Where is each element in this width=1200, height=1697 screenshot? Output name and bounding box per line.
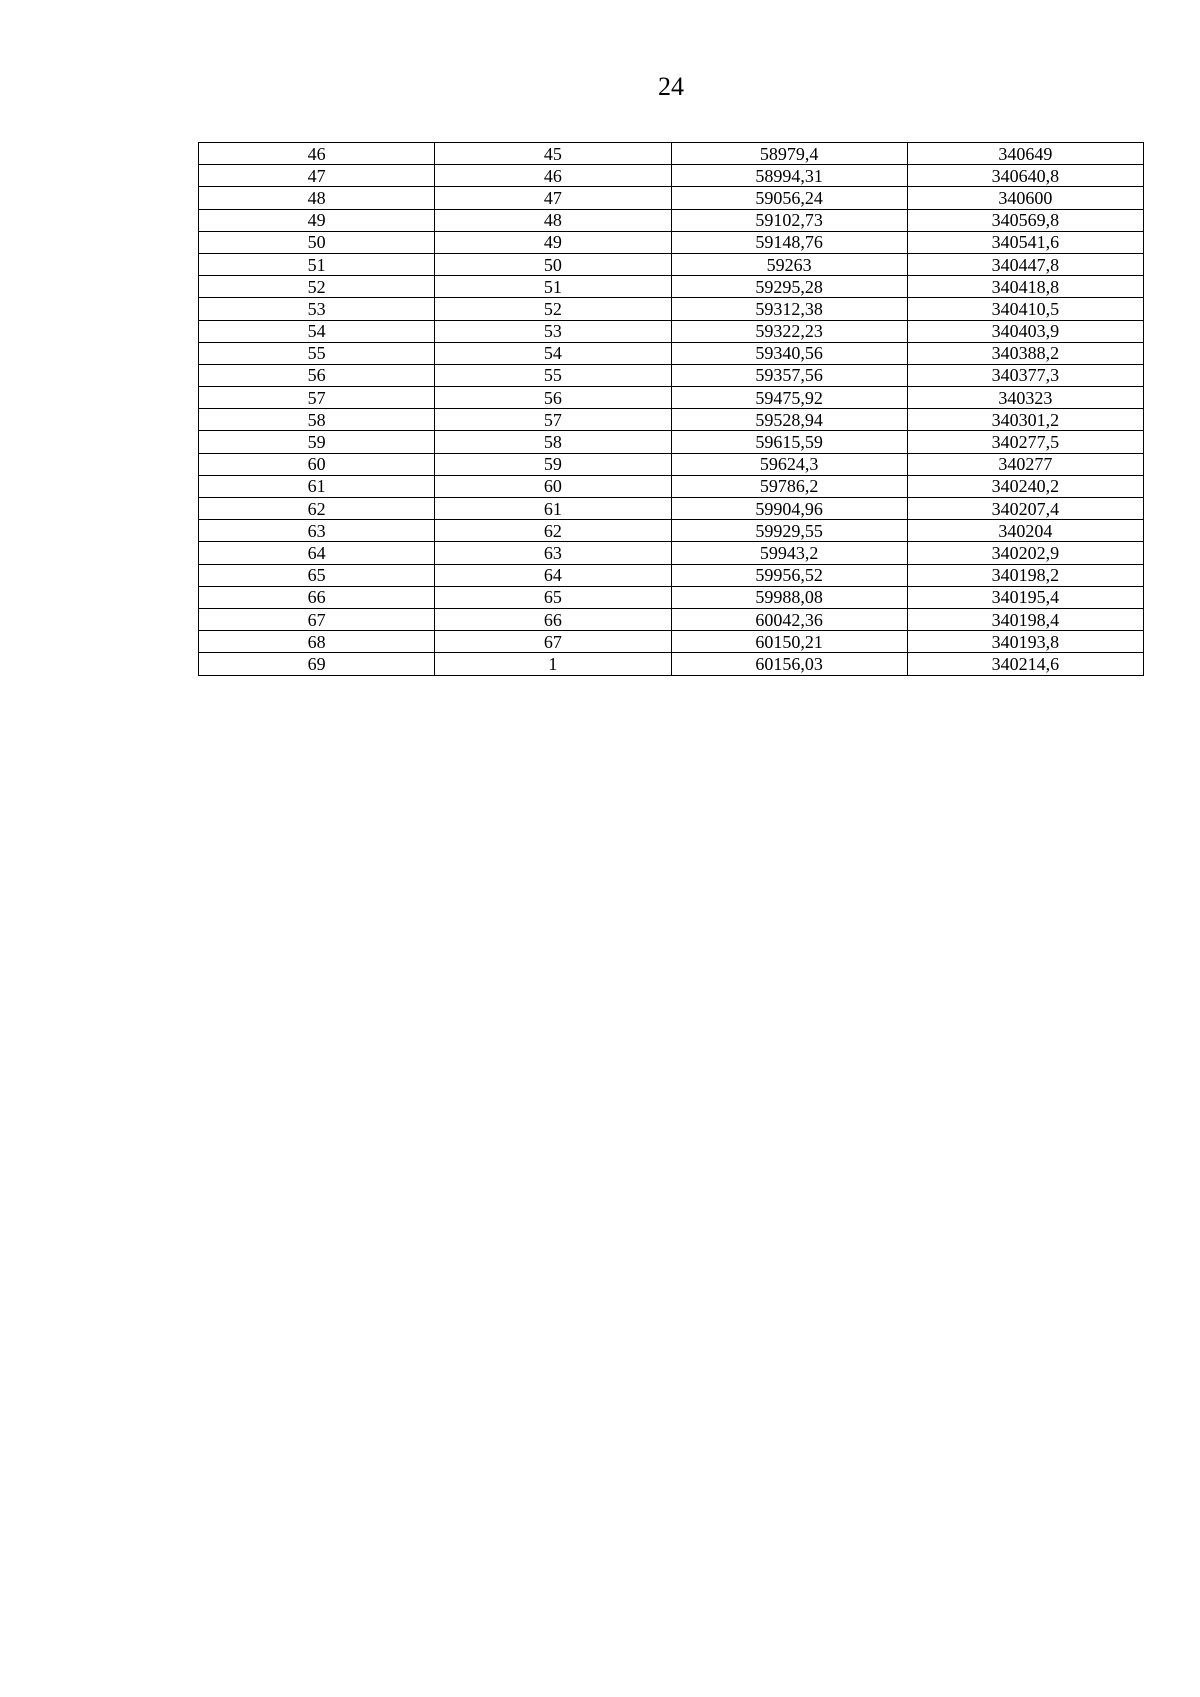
point-number-cell: 58 xyxy=(199,409,435,431)
to-point-cell: 45 xyxy=(435,143,671,165)
y-coordinate-cell: 340301,2 xyxy=(907,409,1143,431)
to-point-cell: 64 xyxy=(435,564,671,586)
to-point-cell: 50 xyxy=(435,253,671,275)
x-coordinate-cell: 60042,36 xyxy=(671,608,907,630)
y-coordinate-cell: 340640,8 xyxy=(907,165,1143,187)
x-coordinate-cell: 59929,55 xyxy=(671,520,907,542)
y-coordinate-cell: 340277,5 xyxy=(907,431,1143,453)
x-coordinate-cell: 59102,73 xyxy=(671,209,907,231)
table-row xyxy=(199,187,1144,209)
to-point-cell: 49 xyxy=(435,231,671,253)
x-coordinate-cell: 59357,56 xyxy=(671,364,907,386)
y-coordinate-cell: 340418,8 xyxy=(907,276,1143,298)
y-coordinate-cell: 340403,9 xyxy=(907,320,1143,342)
table-row xyxy=(199,631,1144,653)
table-row xyxy=(199,320,1144,342)
point-number-cell: 63 xyxy=(199,520,435,542)
x-coordinate-cell: 59528,94 xyxy=(671,409,907,431)
table-row xyxy=(199,498,1144,520)
y-coordinate-cell: 340277 xyxy=(907,453,1143,475)
to-point-cell: 62 xyxy=(435,520,671,542)
table-row xyxy=(199,143,1144,165)
point-number-cell: 54 xyxy=(199,320,435,342)
y-coordinate-cell: 340410,5 xyxy=(907,298,1143,320)
point-number-cell: 47 xyxy=(199,165,435,187)
table-row xyxy=(199,608,1144,630)
to-point-cell: 65 xyxy=(435,586,671,608)
table-row xyxy=(199,542,1144,564)
point-number-cell: 46 xyxy=(199,143,435,165)
to-point-cell: 63 xyxy=(435,542,671,564)
x-coordinate-cell: 59956,52 xyxy=(671,564,907,586)
to-point-cell: 59 xyxy=(435,453,671,475)
y-coordinate-cell: 340569,8 xyxy=(907,209,1143,231)
page-number: 24 xyxy=(658,72,684,101)
y-coordinate-cell: 340193,8 xyxy=(907,631,1143,653)
x-coordinate-cell: 59295,28 xyxy=(671,276,907,298)
point-number-cell: 59 xyxy=(199,431,435,453)
table-row xyxy=(199,253,1144,275)
point-number-cell: 52 xyxy=(199,276,435,298)
point-number-cell: 56 xyxy=(199,364,435,386)
to-point-cell: 53 xyxy=(435,320,671,342)
y-coordinate-cell: 340198,4 xyxy=(907,608,1143,630)
x-coordinate-cell: 59988,08 xyxy=(671,586,907,608)
to-point-cell: 66 xyxy=(435,608,671,630)
to-point-cell: 1 xyxy=(435,653,671,675)
to-point-cell: 61 xyxy=(435,498,671,520)
y-coordinate-cell: 340195,4 xyxy=(907,586,1143,608)
x-coordinate-cell: 59056,24 xyxy=(671,187,907,209)
y-coordinate-cell: 340388,2 xyxy=(907,342,1143,364)
x-coordinate-cell: 58994,31 xyxy=(671,165,907,187)
table-row xyxy=(199,165,1144,187)
point-number-cell: 50 xyxy=(199,231,435,253)
table-row xyxy=(199,342,1144,364)
to-point-cell: 52 xyxy=(435,298,671,320)
x-coordinate-cell: 59312,38 xyxy=(671,298,907,320)
coordinates-table xyxy=(198,142,1144,676)
y-coordinate-cell: 340207,4 xyxy=(907,498,1143,520)
table-row xyxy=(199,387,1144,409)
y-coordinate-cell: 340202,9 xyxy=(907,542,1143,564)
x-coordinate-cell: 58979,4 xyxy=(671,143,907,165)
y-coordinate-cell: 340240,2 xyxy=(907,475,1143,497)
x-coordinate-cell: 60150,21 xyxy=(671,631,907,653)
table-row xyxy=(199,298,1144,320)
y-coordinate-cell: 340541,6 xyxy=(907,231,1143,253)
table-row xyxy=(199,364,1144,386)
point-number-cell: 62 xyxy=(199,498,435,520)
y-coordinate-cell: 340447,8 xyxy=(907,253,1143,275)
point-number-cell: 60 xyxy=(199,453,435,475)
y-coordinate-cell: 340198,2 xyxy=(907,564,1143,586)
point-number-cell: 55 xyxy=(199,342,435,364)
x-coordinate-cell: 59786,2 xyxy=(671,475,907,497)
point-number-cell: 67 xyxy=(199,608,435,630)
to-point-cell: 67 xyxy=(435,631,671,653)
y-coordinate-cell: 340214,6 xyxy=(907,653,1143,675)
table-row xyxy=(199,520,1144,542)
table-row xyxy=(199,409,1144,431)
to-point-cell: 60 xyxy=(435,475,671,497)
x-coordinate-cell: 59263 xyxy=(671,253,907,275)
to-point-cell: 46 xyxy=(435,165,671,187)
point-number-cell: 57 xyxy=(199,387,435,409)
table-row xyxy=(199,231,1144,253)
to-point-cell: 54 xyxy=(435,342,671,364)
x-coordinate-cell: 59615,59 xyxy=(671,431,907,453)
x-coordinate-cell: 59475,92 xyxy=(671,387,907,409)
to-point-cell: 58 xyxy=(435,431,671,453)
point-number-cell: 65 xyxy=(199,564,435,586)
table-row xyxy=(199,475,1144,497)
table-row xyxy=(199,564,1144,586)
table-row xyxy=(199,586,1144,608)
to-point-cell: 57 xyxy=(435,409,671,431)
y-coordinate-cell: 340649 xyxy=(907,143,1143,165)
x-coordinate-cell: 60156,03 xyxy=(671,653,907,675)
point-number-cell: 64 xyxy=(199,542,435,564)
table-row xyxy=(199,653,1144,675)
x-coordinate-cell: 59148,76 xyxy=(671,231,907,253)
to-point-cell: 56 xyxy=(435,387,671,409)
table-row xyxy=(199,431,1144,453)
point-number-cell: 61 xyxy=(199,475,435,497)
to-point-cell: 51 xyxy=(435,276,671,298)
y-coordinate-cell: 340204 xyxy=(907,520,1143,542)
x-coordinate-cell: 59904,96 xyxy=(671,498,907,520)
y-coordinate-cell: 340377,3 xyxy=(907,364,1143,386)
y-coordinate-cell: 340323 xyxy=(907,387,1143,409)
table-row xyxy=(199,276,1144,298)
table-body xyxy=(199,143,1144,676)
point-number-cell: 68 xyxy=(199,631,435,653)
to-point-cell: 55 xyxy=(435,364,671,386)
point-number-cell: 53 xyxy=(199,298,435,320)
x-coordinate-cell: 59624,3 xyxy=(671,453,907,475)
table-row xyxy=(199,453,1144,475)
point-number-cell: 49 xyxy=(199,209,435,231)
x-coordinate-cell: 59943,2 xyxy=(671,542,907,564)
point-number-cell: 66 xyxy=(199,586,435,608)
table-row xyxy=(199,209,1144,231)
y-coordinate-cell: 340600 xyxy=(907,187,1143,209)
to-point-cell: 48 xyxy=(435,209,671,231)
x-coordinate-cell: 59340,56 xyxy=(671,342,907,364)
to-point-cell: 47 xyxy=(435,187,671,209)
point-number-cell: 69 xyxy=(199,653,435,675)
point-number-cell: 48 xyxy=(199,187,435,209)
x-coordinate-cell: 59322,23 xyxy=(671,320,907,342)
point-number-cell: 51 xyxy=(199,253,435,275)
